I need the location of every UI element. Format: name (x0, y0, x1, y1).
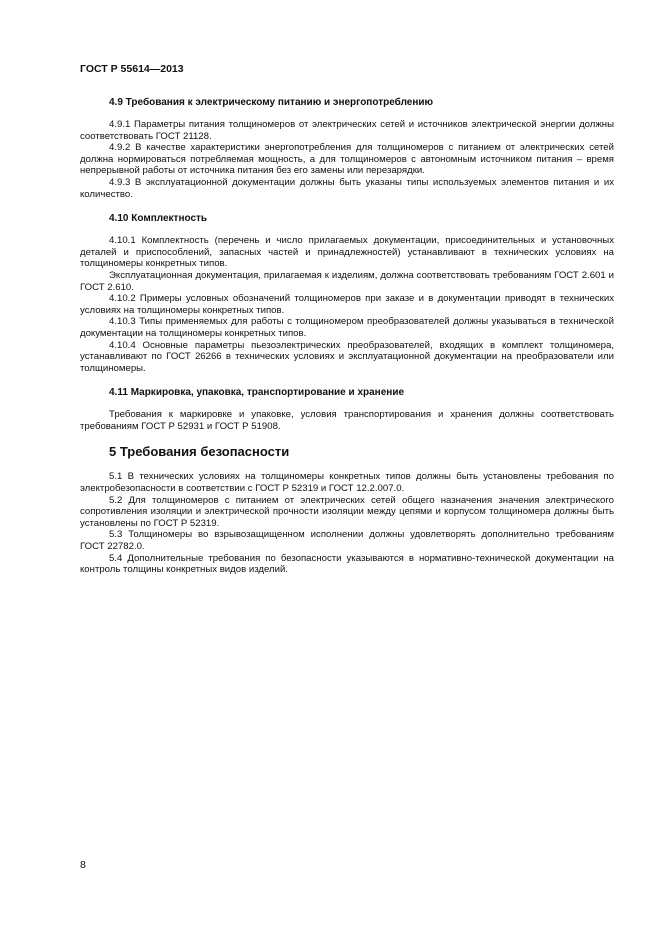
section-heading-4-10: 4.10 Комплектность (109, 213, 208, 225)
paragraph-4-9-1: 4.9.1 Параметры питания толщиномеров от электрических сетей и источников электрической энергии должны соответствовать ГОСТ 21128. (80, 119, 614, 142)
page-body (80, 96, 614, 576)
paragraph-4-9-3: 4.9.3 В эксплуатационной документации должны быть указаны типы используемых элементов питания и их количество. (80, 176, 614, 200)
paragraph-4-11: Требования к маркировке и упаковке, условия транспортирования и хранения должны соответствовать требованиям ГОСТ Р 52931 и ГОСТ Р 51908. (80, 409, 614, 432)
paragraph-5-3: 5.3 Толщиномеры во взрывозащищенном исполнении должны удовлетворять дополнительно требованиям ГОСТ 22782.0. (80, 529, 614, 553)
paragraph-4-10-2: 4.10.2 Примеры условных обозначений толщиномеров при заказе и в документации приводят в технических условиях на толщиномеры конкретных типов. (80, 293, 614, 316)
paragraph-4-10-3: 4.10.3 Типы применяемых для работы с толщиномером преобразователей должны указываться в технической документации на толщиномеры конкретных типов. (80, 316, 614, 339)
paragraph-5-1: 5.1 В технических условиях на толщиномеры конкретных типов должны быть установлены требования по электробезопасности в соответствии с ГОСТ Р 52319 и ГОСТ 12.2.007.0. (80, 471, 614, 495)
paragraph-4-9-2: 4.9.2 В качестве характеристики энергопотребления для толщиномеров с питанием от электрических сетей должна нормироваться потребляемая мощность, а для толщиномеров с автономным источником питания – время непрерывной работы от источника питания без его замены или перезарядки. (80, 142, 614, 177)
paragraph-5-4: 5.4 Дополнительные требования по безопасности указываются в нормативно-технической документации на контроль толщины конкретных видов изделий. (80, 552, 614, 576)
paragraph-4-10-1-docs: Эксплуатационная документация, прилагаемая к изделиям, должна соответствовать требованиям ГОСТ 2.601 и ГОСТ 2.610. (80, 269, 614, 293)
page-number: 8 (80, 859, 86, 871)
paragraph-4-10-4: 4.10.4 Основные параметры пьезоэлектрических преобразователей, входящих в комплект толщиномера, устанавливают по ГОСТ 26266 в технических условиях и эксплуатационной документации на преобразователи или толщиномеры. (80, 339, 614, 374)
paragraph-5-2: 5.2 Для толщиномеров с питанием от электрических сетей общего назначения значения электрического сопротивления изоляции и электрической прочности изоляции между цепями и корпусом толщиномера должны быть установлены по ГОСТ Р 52319. (80, 494, 614, 529)
section-heading-4-11: 4.11 Маркировка, упаковка, транспортирование и хранение (109, 387, 405, 399)
section-heading-5: 5 Требования безопасности (109, 444, 290, 460)
paragraph-4-10-1: 4.10.1 Комплектность (перечень и число прилагаемых документации, присоединительных и установочных деталей и приспособлений, запасных частей и принадлежностей) устанавливают в технических условиях на толщиномеры конкретных типов. (80, 235, 614, 270)
section-heading-4-9: 4.9 Требования к электрическому питанию и энергопотреблению (109, 97, 434, 108)
document-header: ГОСТ Р 55614—2013 (80, 63, 184, 75)
